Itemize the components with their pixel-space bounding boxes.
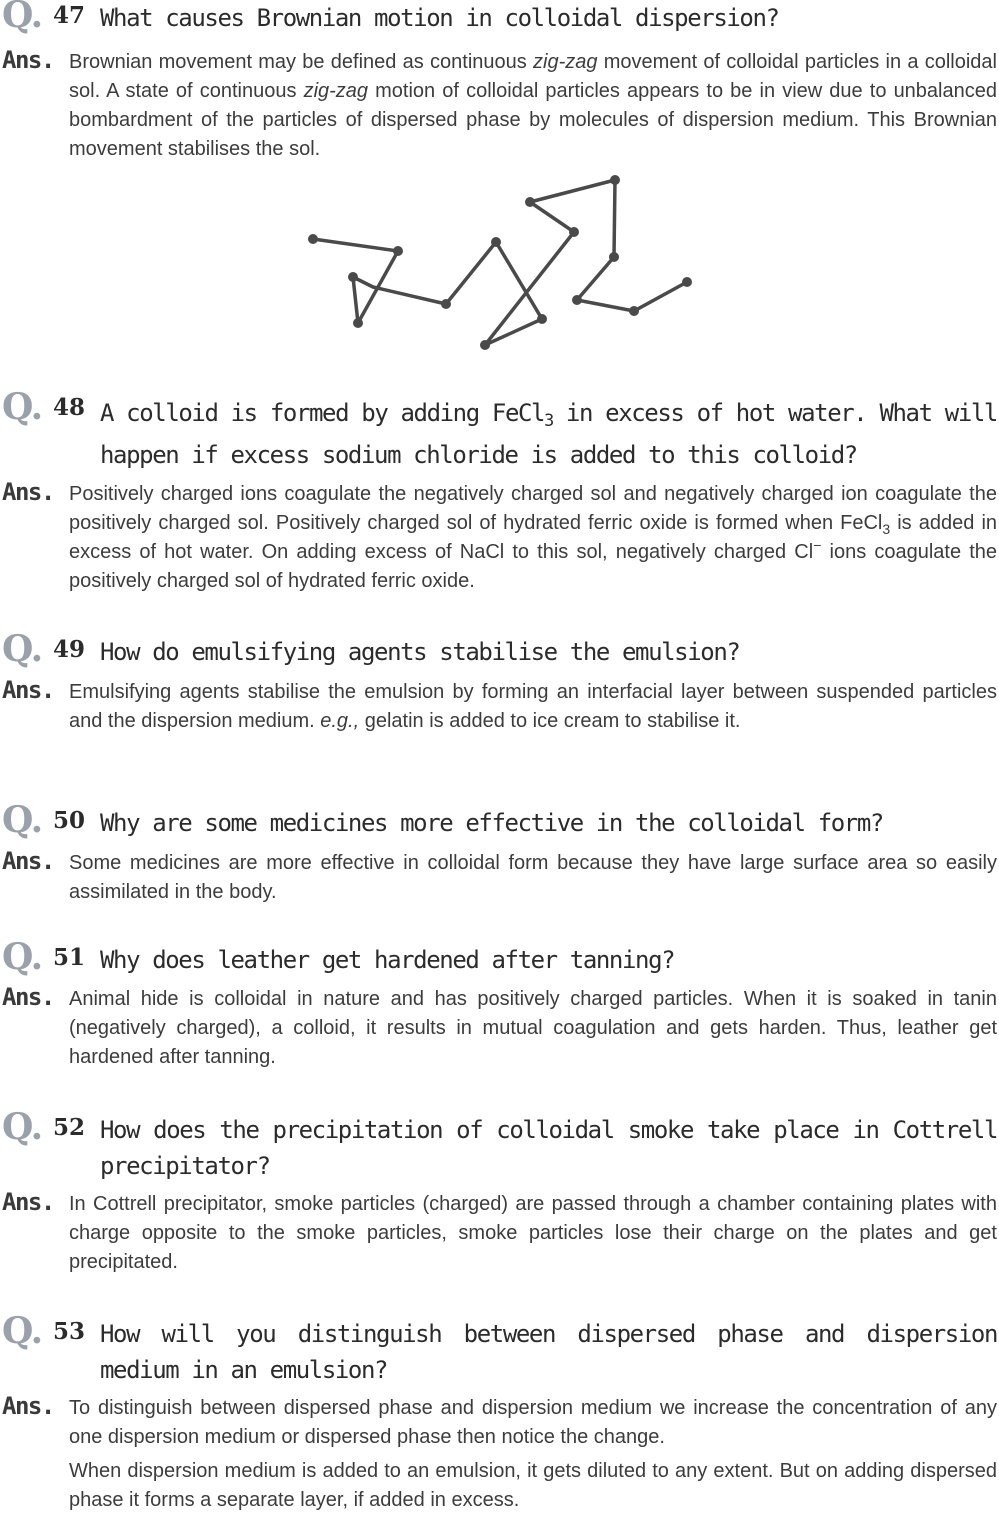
answer-47	[0, 48, 999, 164]
question-number: 53	[53, 1318, 86, 1345]
answer-marker: Ans.	[2, 676, 54, 704]
qa-49	[0, 628, 999, 736]
answer-51	[0, 985, 999, 1072]
answer-50	[0, 849, 999, 907]
qa-52	[0, 1106, 999, 1277]
answer-53	[0, 1394, 999, 1515]
brownian-motion-figure	[300, 168, 700, 353]
particle-dot	[682, 277, 692, 287]
question-text: What causes Brownian motion in colloidal dispersion?	[100, 4, 779, 32]
subscript: 3	[882, 521, 891, 537]
answer-paragraph: To distinguish between dispersed phase and dispersion medium we increase the concentration of any one dispersion medium or dispersed phase then notice the change.	[69, 1397, 997, 1448]
question-text: Why does leather get hardened after tanning?	[100, 946, 675, 974]
answer-segment: movement of colloidal particles in a colloidal sol. A state of continuous	[69, 51, 997, 102]
question-48	[0, 386, 999, 472]
answer-segment: motion of colloidal particles appears to be in view due to unbalanced bombardment of the particles of dispersed phase by molecules of dispersion medium. This Brownian movement stabilises the sol.	[69, 80, 997, 160]
question-47	[0, 0, 999, 40]
question-marker: Q.	[2, 0, 43, 36]
particle-dot	[537, 314, 547, 324]
answer-segment: Brownian movement may be defined as continuous	[69, 51, 534, 73]
answer-marker: Ans.	[2, 847, 54, 875]
question-text: How will you distinguish between dispersed phase and dispersion medium in an emulsion?	[100, 1320, 997, 1384]
question-number: 51	[53, 944, 86, 971]
qa-47	[0, 0, 999, 164]
question-number: 52	[53, 1114, 86, 1141]
answer-segment: Emulsifying agents stabilise the emulsion by forming an interfacial layer between suspended particles and the dispersion medium.	[69, 681, 997, 732]
particle-dot	[308, 234, 318, 244]
particle-dot	[353, 318, 363, 328]
answer-text	[69, 48, 997, 164]
question-marker: Q.	[2, 386, 43, 428]
particle-dot	[480, 340, 490, 350]
answer-text	[69, 678, 997, 736]
answer-text	[69, 480, 997, 596]
answer-segment: Positively charged ions coagulate the negatively charged sol and negatively charged ion coagulate the positively charged sol. Positively charged sol of hydrated ferric oxide is formed when FeCl	[69, 483, 997, 534]
question-marker: Q.	[2, 1106, 43, 1148]
question-segment: in excess of hot water. What will happen if excess sodium chloride is added to this colloid?	[100, 399, 997, 469]
particle-dot	[441, 299, 451, 309]
answer-segment: ions coagulate the positively charged sol of hydrated ferric oxide.	[69, 541, 997, 592]
question-text: Why are some medicines more effective in the colloidal form?	[100, 809, 883, 837]
particle-dot	[525, 197, 535, 207]
particle-dot	[572, 295, 582, 305]
question-number: 50	[53, 807, 86, 834]
particle-dot	[569, 227, 579, 237]
particle-dot	[629, 306, 639, 316]
question-text	[100, 392, 997, 476]
answer-marker: Ans.	[2, 1392, 54, 1420]
answer-text: Animal hide is colloidal in nature and has positively charged particles. When it is soaked in tanin (negatively charged), a colloid, it results in mutual coagulation and gets harden. Thus, leather get hardened after tanning.	[69, 988, 997, 1068]
question-number: 48	[53, 394, 86, 421]
answer-paragraph: When dispersion medium is added to an emulsion, it gets diluted to any extent. But on adding dispersed phase it forms a separate layer, if added in excess.	[69, 1460, 997, 1511]
zigzag-path	[313, 180, 687, 345]
answer-segment: gelatin is added to ice cream to stabilise it.	[359, 710, 741, 732]
question-50	[0, 799, 999, 845]
answer-marker: Ans.	[2, 1188, 54, 1216]
question-49	[0, 628, 999, 674]
answer-marker: Ans.	[2, 46, 54, 74]
question-segment: A colloid is formed by adding FeCl	[100, 399, 545, 427]
answer-text: In Cottrell precipitator, smoke particles (charged) are passed through a chamber containing plates with charge opposite to the smoke particles, smoke particles lose their charge on the plates and get precipitated.	[69, 1193, 997, 1273]
italic-term: zig-zag	[303, 80, 369, 102]
question-53	[0, 1310, 999, 1390]
italic-term: e.g.,	[320, 710, 360, 732]
answer-marker: Ans.	[2, 478, 54, 506]
question-text: How does the precipitation of colloidal smoke take place in Cottrell precipitator?	[100, 1116, 997, 1180]
italic-term: zig-zag	[533, 51, 598, 73]
qa-50	[0, 799, 999, 907]
question-52	[0, 1106, 999, 1186]
particle-dot	[609, 252, 619, 262]
answer-segment: is added in excess of hot water. On adding excess of NaCl to this sol, negatively charged Cl	[69, 512, 998, 563]
question-number: 49	[53, 636, 86, 663]
qa-48	[0, 386, 999, 596]
answer-text: Some medicines are more effective in colloidal form because they have large surface area so easily assimilated in the body.	[69, 852, 997, 903]
subscript: 3	[544, 410, 553, 430]
particle-dot	[491, 237, 501, 247]
question-marker: Q.	[2, 628, 43, 670]
question-marker: Q.	[2, 936, 43, 978]
question-number: 47	[53, 2, 86, 29]
particle-dot	[610, 175, 620, 185]
question-51	[0, 936, 999, 982]
question-marker: Q.	[2, 1310, 43, 1352]
answer-52	[0, 1190, 999, 1277]
answer-marker: Ans.	[2, 983, 54, 1011]
qa-51	[0, 936, 999, 1072]
answer-49	[0, 678, 999, 736]
answer-48	[0, 480, 999, 596]
superscript: −	[813, 537, 822, 553]
answer-text	[69, 1394, 997, 1515]
question-text: How do emulsifying agents stabilise the emulsion?	[100, 638, 740, 666]
particle-dot	[393, 246, 403, 256]
particle-dot	[348, 272, 358, 282]
qa-53	[0, 1310, 999, 1515]
question-marker: Q.	[2, 799, 43, 841]
